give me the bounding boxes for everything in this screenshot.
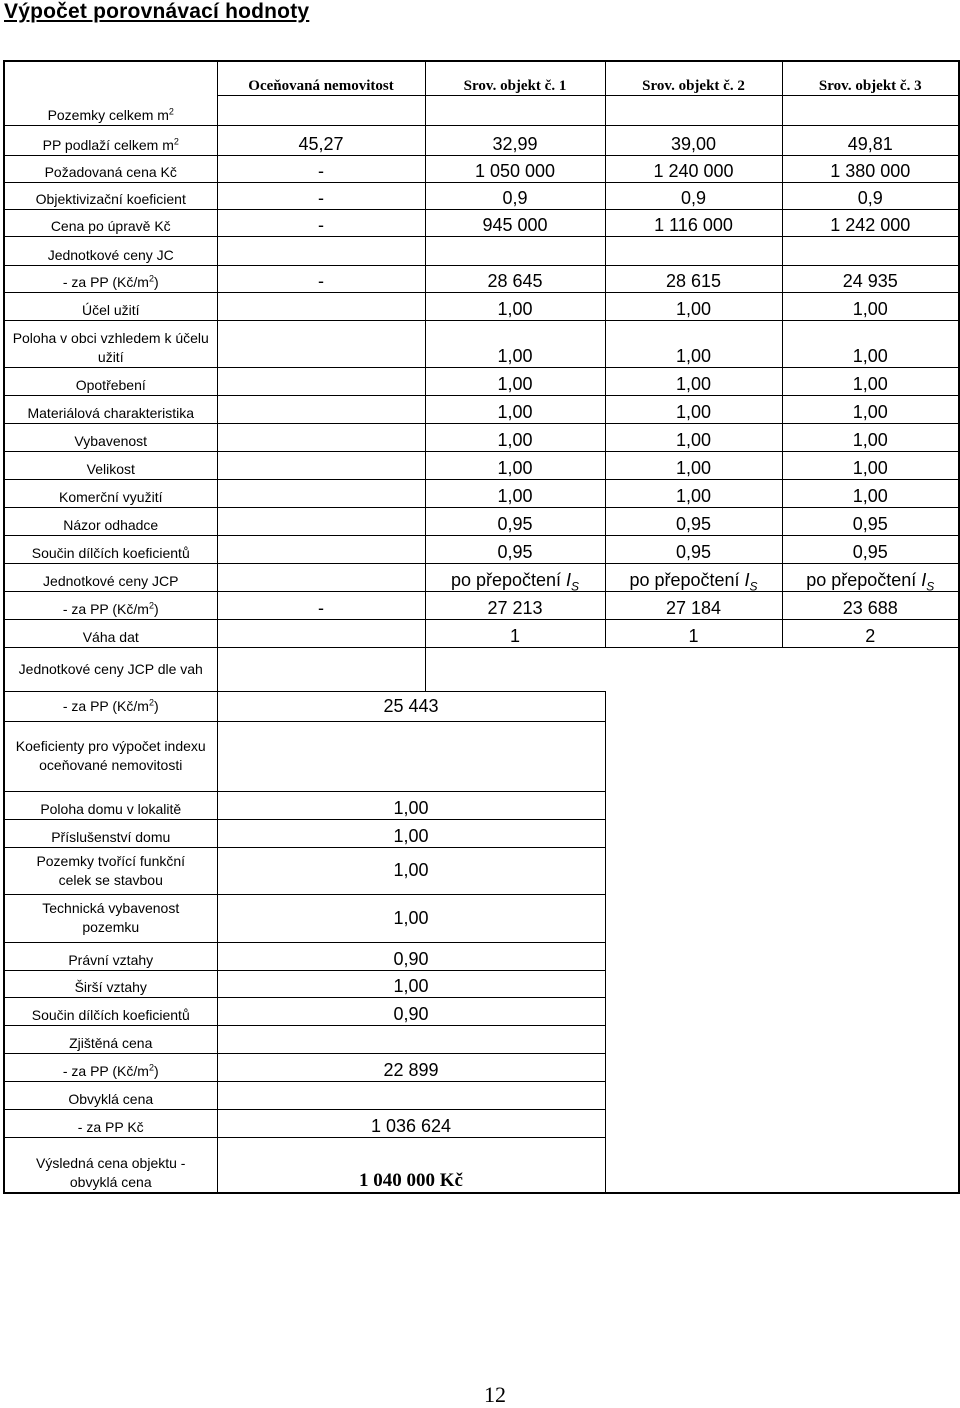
row-label-zjistena: Zjištěná cena — [4, 1025, 217, 1053]
cell-value: 45,27 — [217, 125, 425, 155]
table-row — [4, 647, 959, 691]
cell-value: - — [217, 155, 425, 182]
cell-value: 1,00 — [605, 451, 782, 479]
row-label-soucin: Součin dílčích koeficientů — [4, 535, 217, 563]
page-title: Výpočet porovnávací hodnoty — [4, 0, 310, 23]
cell-value: 0,90 — [217, 942, 605, 970]
cell-value: 1,00 — [782, 395, 959, 423]
row-label-pozemky-funkcni: Pozemky tvořící funkční celek se stavbou — [4, 847, 217, 894]
cell-value: 1,00 — [605, 479, 782, 507]
table-row — [4, 1109, 959, 1137]
table-row — [4, 721, 959, 791]
cell-value: 1 116 000 — [605, 209, 782, 236]
cell-value: 0,95 — [425, 507, 605, 535]
row-label-koeficienty: Koeficienty pro výpočet indexu oceňované nemovitosti — [4, 721, 217, 791]
table-row — [4, 1137, 959, 1193]
table-row — [4, 95, 959, 125]
table-row — [4, 970, 959, 997]
cell-value: 27 184 — [605, 591, 782, 619]
cell-value-recalc: po přepočtení $I_S$ — [605, 563, 782, 591]
cell-value: 32,99 — [425, 125, 605, 155]
table-row — [4, 1025, 959, 1053]
cell-value: 28 615 — [605, 265, 782, 292]
cell-value: 945 000 — [425, 209, 605, 236]
row-label-nazor: Názor odhadce — [4, 507, 217, 535]
row-label-vybavenost: Vybavenost — [4, 423, 217, 451]
table-row — [4, 691, 959, 721]
row-label-opotrebeni: Opotřebení — [4, 367, 217, 395]
cell-value: 1,00 — [217, 791, 605, 819]
row-label-vaha: Váha dat — [4, 619, 217, 647]
table-row — [4, 591, 959, 619]
row-label-cena-po-uprave: Cena po úpravě Kč — [4, 209, 217, 236]
cell-value: 1,00 — [782, 292, 959, 320]
row-label-jednotkove-jc: Jednotkové ceny JC — [4, 236, 217, 265]
row-label-poloha-domu: Poloha domu v lokalitě — [4, 791, 217, 819]
cell-value: 39,00 — [605, 125, 782, 155]
cell-value: 0,90 — [217, 997, 605, 1025]
cell-value: 1,00 — [217, 970, 605, 997]
cell-value: 27 213 — [425, 591, 605, 619]
cell-value: 1,00 — [217, 847, 605, 894]
table-row — [4, 395, 959, 423]
cell-value: 1,00 — [782, 320, 959, 367]
column-header-object-3: Srov. objekt č. 3 — [782, 61, 959, 95]
cell-value: 1,00 — [782, 451, 959, 479]
cell-value: 1 050 000 — [425, 155, 605, 182]
cell-value: 1 — [605, 619, 782, 647]
row-label-materialova: Materiálová charakteristika — [4, 395, 217, 423]
table-row — [4, 894, 959, 942]
row-label-vysledna: Výsledná cena objektu - obvyklá cena — [4, 1137, 217, 1193]
row-label-ucel: Účel užití — [4, 292, 217, 320]
cell-value: 0,9 — [605, 182, 782, 209]
row-label-za-pp: - za PP $(Kč/m^2)$ — [4, 1053, 217, 1081]
cell-value: 1,00 — [605, 320, 782, 367]
row-label-komercni: Komerční využití — [4, 479, 217, 507]
cell-value: 1,00 — [425, 395, 605, 423]
cell-value: 1,00 — [605, 423, 782, 451]
table-row — [4, 182, 959, 209]
cell-value: 0,9 — [425, 182, 605, 209]
column-header-object-2: Srov. objekt č. 2 — [605, 61, 782, 95]
row-label-pozemky: Pozemky celkem $m^2$ — [4, 95, 217, 125]
cell-value: 0,95 — [425, 535, 605, 563]
cell-value: - — [217, 209, 425, 236]
cell-value: 49,81 — [782, 125, 959, 155]
cell-value: 0,95 — [782, 507, 959, 535]
cell-value: 22 899 — [217, 1053, 605, 1081]
cell-value: 1,00 — [782, 423, 959, 451]
row-label-jcp-vah: Jednotkové ceny JCP dle vah — [4, 647, 217, 691]
cell-value-recalc: po přepočtení $I_S$ — [782, 563, 959, 591]
cell-value: 1 — [425, 619, 605, 647]
table-row — [4, 791, 959, 819]
table-row — [4, 507, 959, 535]
cell-value: 1,00 — [782, 367, 959, 395]
row-label-jcp: Jednotkové ceny JCP — [4, 563, 217, 591]
row-label-pp: PP podlaží celkem $m^2$ — [4, 125, 217, 155]
cell-value: 0,9 — [782, 182, 959, 209]
cell-value: 24 935 — [782, 265, 959, 292]
table-row — [4, 367, 959, 395]
table-row — [4, 155, 959, 182]
table-row — [4, 563, 959, 591]
cell-value: 1,00 — [425, 367, 605, 395]
row-label-za-pp: - za PP $(Kč/m^2)$ — [4, 591, 217, 619]
cell-value: 1,00 — [425, 451, 605, 479]
table-row — [4, 265, 959, 292]
table-row — [4, 479, 959, 507]
row-label-za-pp: - za PP $(Kč/m^2)$ — [4, 265, 217, 292]
cell-value: 23 688 — [782, 591, 959, 619]
cell-value: - — [217, 265, 425, 292]
cell-value: 0,95 — [605, 507, 782, 535]
row-label-velikost: Velikost — [4, 451, 217, 479]
table-row — [4, 1053, 959, 1081]
cell-value: 1,00 — [217, 894, 605, 942]
cell-value: 0,95 — [782, 535, 959, 563]
table-row — [4, 819, 959, 847]
cell-value: 1,00 — [425, 292, 605, 320]
cell-value: 28 645 — [425, 265, 605, 292]
row-label-prislusenstvi: Příslušenství domu — [4, 819, 217, 847]
cell-value: - — [217, 182, 425, 209]
page-number: 12 — [484, 1382, 506, 1407]
table-row — [4, 535, 959, 563]
cell-value: 1,00 — [425, 423, 605, 451]
header-corner — [4, 61, 217, 95]
table-row — [4, 320, 959, 367]
cell-value: 1 380 000 — [782, 155, 959, 182]
table-row — [4, 236, 959, 265]
header-row — [4, 61, 959, 95]
row-label-pozadovana: Požadovaná cena Kč — [4, 155, 217, 182]
row-label-sirsi: Širší vztahy — [4, 970, 217, 997]
cell-value: 1 036 624 — [217, 1109, 605, 1137]
cell-value: 2 — [782, 619, 959, 647]
column-header-object-1: Srov. objekt č. 1 — [425, 61, 605, 95]
table-row — [4, 125, 959, 155]
row-label-poloha: Poloha v obci vzhledem k účelu užití — [4, 320, 217, 367]
table-row — [4, 847, 959, 894]
table-row — [4, 1081, 959, 1109]
final-price-value: 1 040 000 Kč — [217, 1137, 605, 1193]
row-label-za-pp: - za PP $(Kč/m^2)$ — [4, 691, 217, 721]
row-label-objektivizacni: Objektivizační koeficient — [4, 182, 217, 209]
table-row — [4, 423, 959, 451]
cell-value: 1 240 000 — [605, 155, 782, 182]
cell-value: - — [217, 591, 425, 619]
table-row — [4, 942, 959, 970]
cell-value-recalc: po přepočtení $I_S$ — [425, 563, 605, 591]
row-label-za-pp-kc: - za PP Kč — [4, 1109, 217, 1137]
row-label-obvykla: Obvyklá cena — [4, 1081, 217, 1109]
cell-value: 1,00 — [425, 320, 605, 367]
valuation-table — [3, 60, 960, 1194]
row-label-soucin: Součin dílčích koeficientů — [4, 997, 217, 1025]
row-label-technicka: Technická vybavenost pozemku — [4, 894, 217, 942]
table-row — [4, 997, 959, 1025]
cell-value: 1,00 — [425, 479, 605, 507]
cell-value: 1,00 — [605, 292, 782, 320]
table-row — [4, 451, 959, 479]
cell-value: 1,00 — [605, 367, 782, 395]
cell-value: 0,95 — [605, 535, 782, 563]
cell-value: 1 242 000 — [782, 209, 959, 236]
cell-value: 1,00 — [782, 479, 959, 507]
table-row — [4, 209, 959, 236]
cell-value: 1,00 — [605, 395, 782, 423]
cell-value: 1,00 — [217, 819, 605, 847]
cell-value: 25 443 — [217, 691, 605, 721]
row-label-pravni: Právní vztahy — [4, 942, 217, 970]
column-header-subject: Oceňovaná nemovitost — [217, 61, 425, 95]
table-row — [4, 619, 959, 647]
table-row — [4, 292, 959, 320]
